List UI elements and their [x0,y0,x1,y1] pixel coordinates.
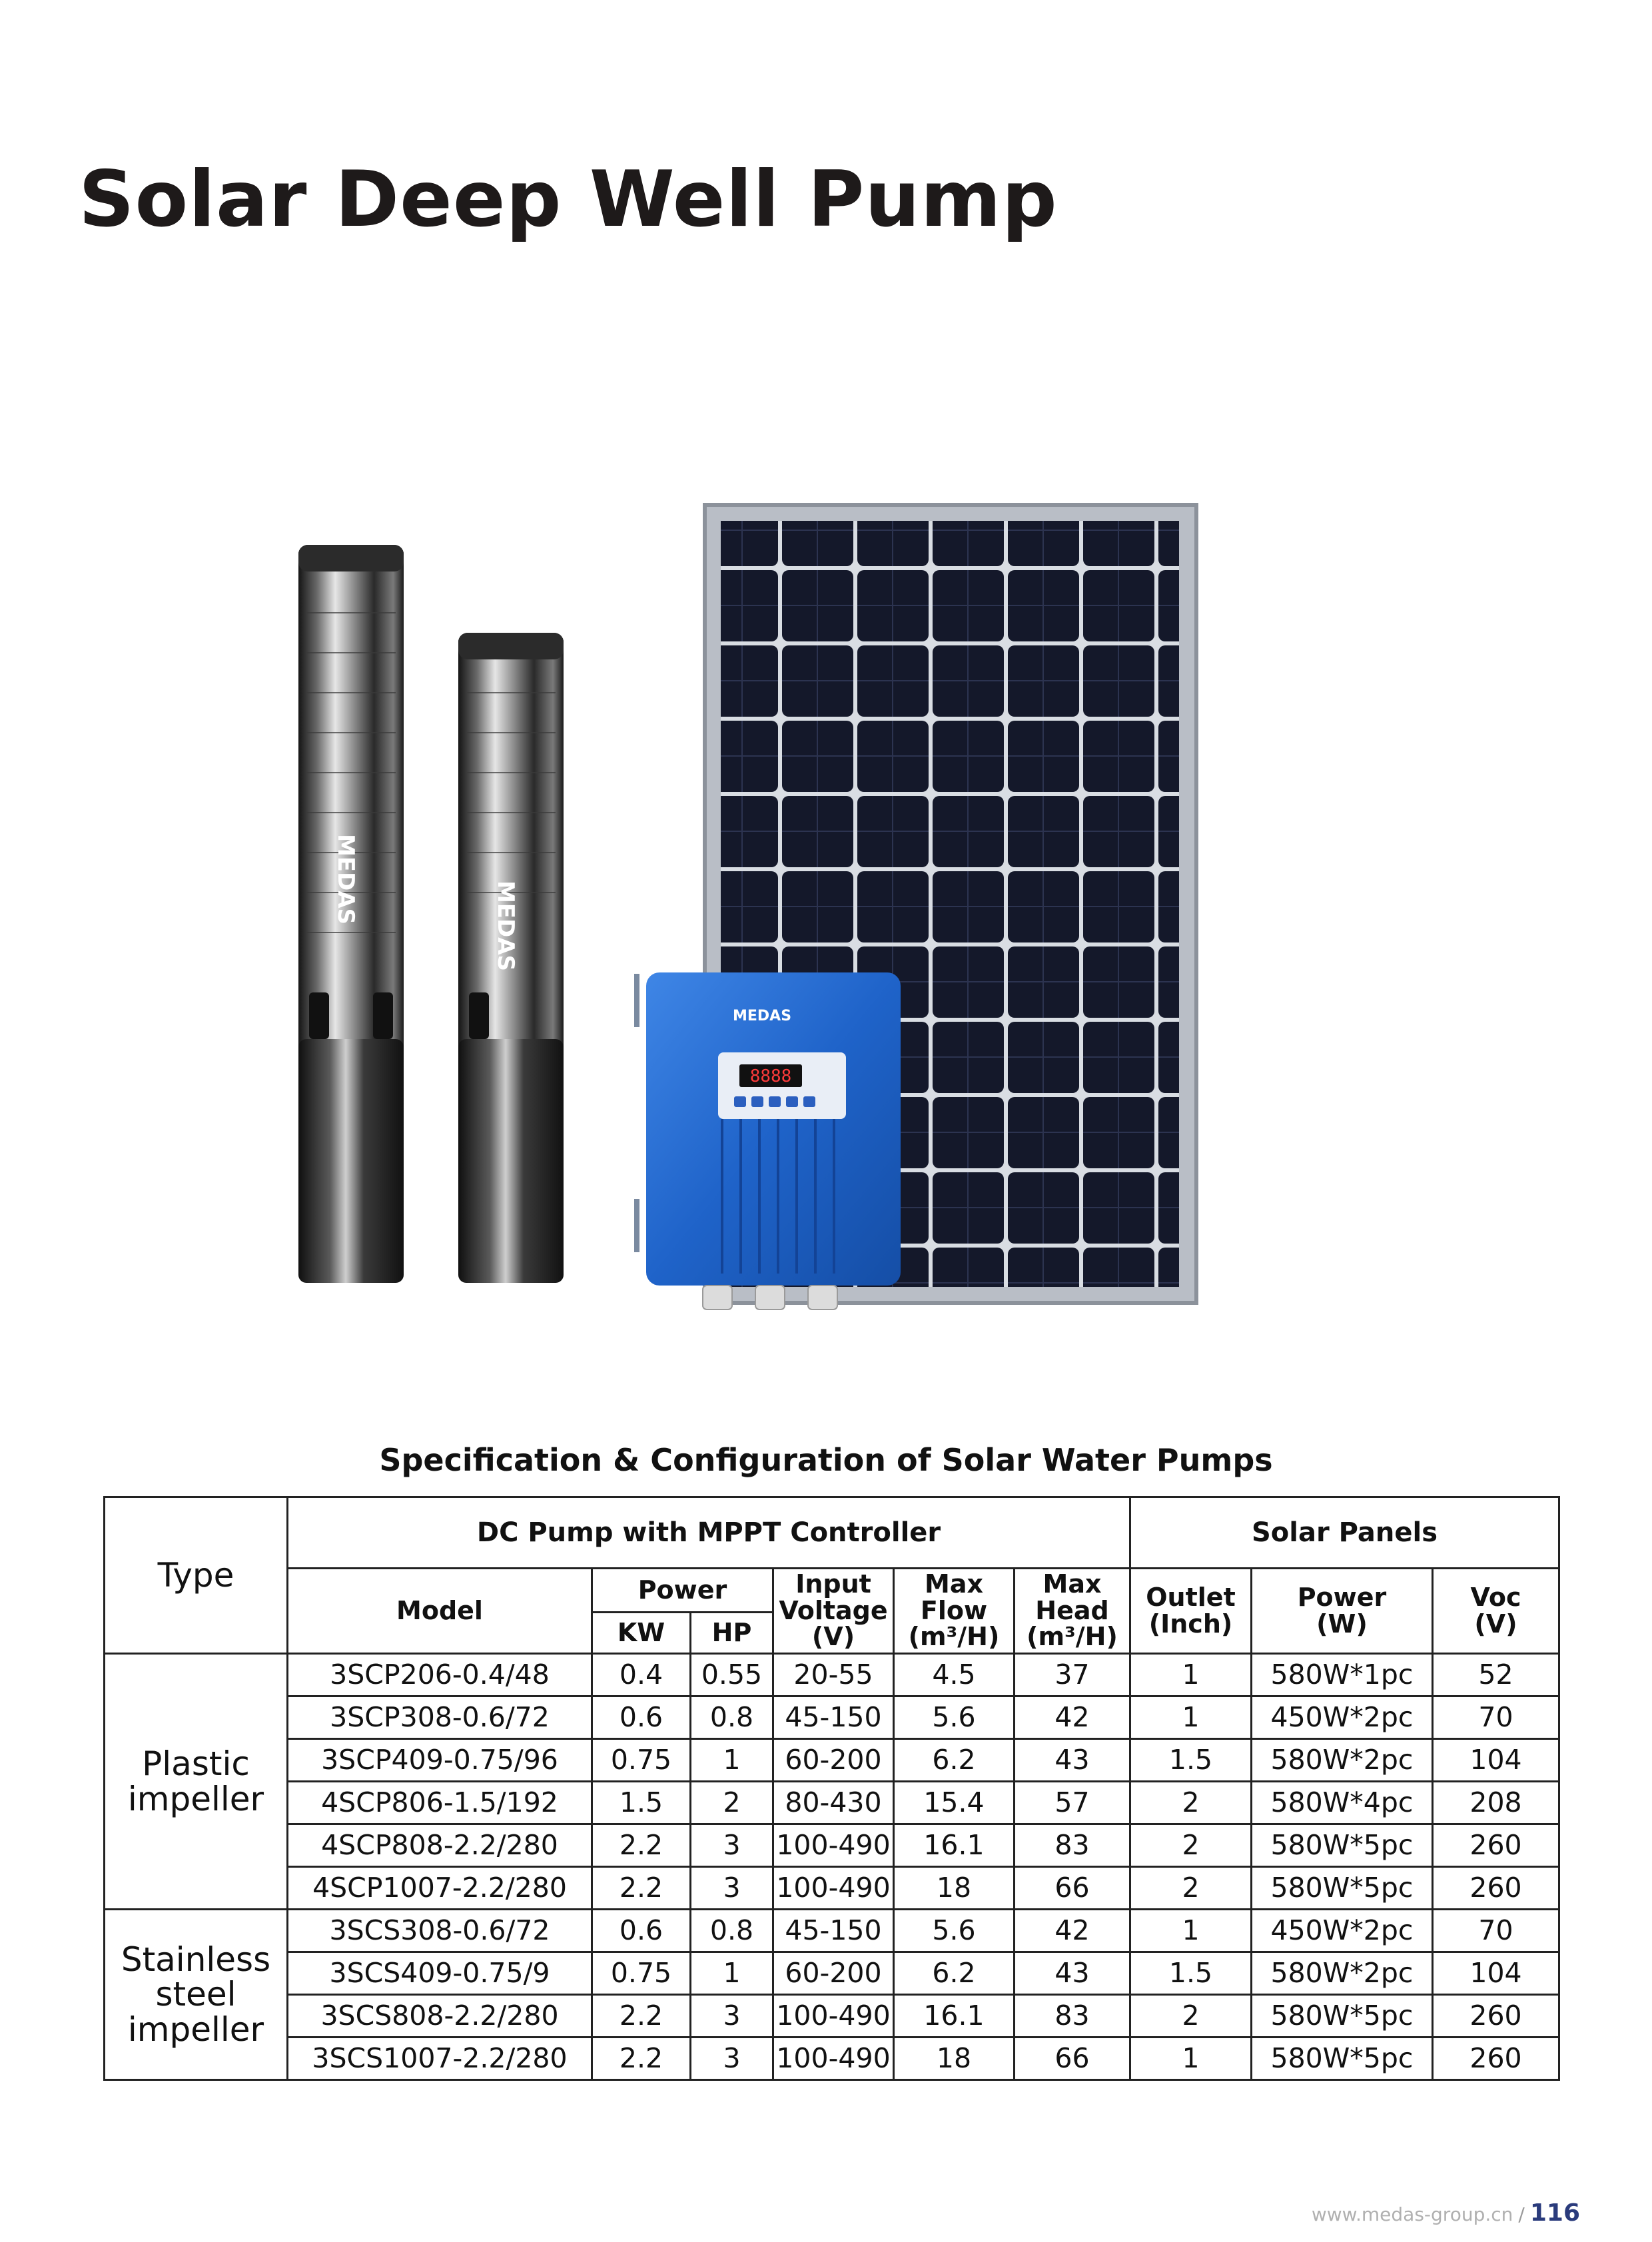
model-header: Model [288,1569,592,1654]
head-cell: 83 [1015,1824,1130,1867]
flow-cell: 4.5 [894,1654,1015,1696]
impeller-type-cell: Stainless steel impeller [105,1910,288,2080]
head-cell: 83 [1015,1995,1130,2038]
panel-cell: 450W*2pc [1252,1696,1433,1739]
input-voltage-header: Input Voltage (V) [773,1569,894,1654]
kw-cell: 1.5 [592,1782,691,1824]
page-footer [1312,2199,1580,2227]
power-header: Power [592,1569,773,1613]
outlet-cell: 2 [1130,1782,1252,1824]
table-row [105,1782,1559,1824]
hp-cell: 3 [691,1824,773,1867]
table-row [105,1910,1559,1952]
outlet-cell: 1 [1130,1910,1252,1952]
kw-cell: 2.2 [592,1867,691,1910]
voltage-cell: 100-490 [773,1824,894,1867]
table-row [105,1654,1559,1696]
pump-brand-label: MEDAS [332,833,359,925]
voc-cell: 260 [1433,1867,1559,1910]
model-cell: 4SCP806-1.5/192 [288,1782,592,1824]
hp-cell: 1 [691,1952,773,1995]
kw-cell: 0.6 [592,1910,691,1952]
hp-header: HP [691,1613,773,1654]
impeller-type-cell: Plastic impeller [105,1654,288,1910]
model-cell: 3SCS308-0.6/72 [288,1910,592,1952]
voltage-cell: 45-150 [773,1910,894,1952]
head-cell: 42 [1015,1910,1130,1952]
panel-cell: 580W*1pc [1252,1654,1433,1696]
voltage-cell: 60-200 [773,1739,894,1782]
head-cell: 43 [1015,1739,1130,1782]
model-cell: 3SCS1007-2.2/280 [288,2038,592,2080]
pump-brand-label: MEDAS [492,880,519,972]
outlet-cell: 1 [1130,1696,1252,1739]
panel-cell: 580W*4pc [1252,1782,1433,1824]
max-flow-header: Max Flow (m³/H) [894,1569,1015,1654]
outlet-cell: 1 [1130,2038,1252,2080]
dc-pump-group-header: DC Pump with MPPT Controller [288,1497,1130,1569]
voltage-cell: 100-490 [773,1995,894,2038]
panel-cell: 580W*5pc [1252,1824,1433,1867]
voltage-cell: 100-490 [773,1867,894,1910]
panel-cell: 580W*5pc [1252,1995,1433,2038]
hp-cell: 0.55 [691,1654,773,1696]
voltage-cell: 60-200 [773,1952,894,1995]
kw-cell: 0.75 [592,1952,691,1995]
kw-header: KW [592,1613,691,1654]
outlet-cell: 1.5 [1130,1739,1252,1782]
voltage-cell: 20-55 [773,1654,894,1696]
flow-cell: 15.4 [894,1782,1015,1824]
footer-separator: / [1518,2203,1525,2225]
hp-cell: 2 [691,1782,773,1824]
page-number: 116 [1529,2199,1580,2227]
voc-cell: 260 [1433,1995,1559,2038]
head-cell: 42 [1015,1696,1130,1739]
outlet-cell: 1 [1130,1654,1252,1696]
head-cell: 43 [1015,1952,1130,1995]
panel-cell: 450W*2pc [1252,1910,1433,1952]
voc-header: Voc (V) [1433,1569,1559,1654]
voc-cell: 104 [1433,1739,1559,1782]
voltage-cell: 80-430 [773,1782,894,1824]
head-cell: 57 [1015,1782,1130,1824]
voltage-cell: 45-150 [773,1696,894,1739]
kw-cell: 0.4 [592,1654,691,1696]
max-head-header: Max Head (m³/H) [1015,1569,1130,1654]
product-illustration [253,493,1226,1332]
model-cell: 3SCS409-0.75/9 [288,1952,592,1995]
voc-cell: 208 [1433,1782,1559,1824]
flow-cell: 16.1 [894,1824,1015,1867]
flow-cell: 18 [894,2038,1015,2080]
outlet-cell: 2 [1130,1824,1252,1867]
model-cell: 3SCS808-2.2/280 [288,1995,592,2038]
table-caption: Specification & Configuration of Solar Water Pumps [379,1442,1273,1478]
table-row [105,1867,1559,1910]
controller-display: 8888 [749,1066,792,1086]
model-cell: 3SCP409-0.75/96 [288,1739,592,1782]
table-row [105,1995,1559,2038]
flow-cell: 5.6 [894,1696,1015,1739]
hp-cell: 3 [691,1995,773,2038]
head-cell: 66 [1015,2038,1130,2080]
voc-cell: 104 [1433,1952,1559,1995]
solar-panels-group-header: Solar Panels [1130,1497,1559,1569]
panel-cell: 580W*5pc [1252,1867,1433,1910]
voltage-cell: 100-490 [773,2038,894,2080]
hp-cell: 0.8 [691,1910,773,1952]
hp-cell: 0.8 [691,1696,773,1739]
panel-cell: 580W*2pc [1252,1952,1433,1995]
panel-cell: 580W*5pc [1252,2038,1433,2080]
flow-cell: 6.2 [894,1952,1015,1995]
deep-well-pump-large [298,545,404,1283]
table-row [105,1824,1559,1867]
specification-table-body [105,1654,1559,2080]
model-cell: 3SCP206-0.4/48 [288,1654,592,1696]
table-row [105,2038,1559,2080]
panel-cell: 580W*2pc [1252,1739,1433,1782]
flow-cell: 6.2 [894,1739,1015,1782]
footer-website: www.medas-group.cn [1311,2203,1513,2225]
table-row [105,1696,1559,1739]
model-cell: 3SCP308-0.6/72 [288,1696,592,1739]
deep-well-pump-small [458,633,564,1283]
mppt-controller-image [634,972,901,1309]
voc-cell: 52 [1433,1654,1559,1696]
table-row [105,1952,1559,1995]
hp-cell: 3 [691,2038,773,2080]
voc-cell: 70 [1433,1910,1559,1952]
flow-cell: 18 [894,1867,1015,1910]
head-cell: 37 [1015,1654,1130,1696]
flow-cell: 5.6 [894,1910,1015,1952]
voc-cell: 70 [1433,1696,1559,1739]
kw-cell: 2.2 [592,1824,691,1867]
outlet-header: Outlet (Inch) [1130,1569,1252,1654]
controller-brand-label: MEDAS [733,1008,792,1024]
hp-cell: 3 [691,1867,773,1910]
kw-cell: 2.2 [592,2038,691,2080]
model-cell: 4SCP808-2.2/280 [288,1824,592,1867]
kw-cell: 0.6 [592,1696,691,1739]
voc-cell: 260 [1433,1824,1559,1867]
flow-cell: 16.1 [894,1995,1015,2038]
panel-power-header: Power (W) [1252,1569,1433,1654]
outlet-cell: 2 [1130,1995,1252,2038]
type-header: Type [105,1497,288,1654]
kw-cell: 2.2 [592,1995,691,2038]
voc-cell: 260 [1433,2038,1559,2080]
head-cell: 66 [1015,1867,1130,1910]
specification-table [103,1496,1560,2081]
hp-cell: 1 [691,1739,773,1782]
page-title: Solar Deep Well Pump [79,155,1058,244]
model-cell: 4SCP1007-2.2/280 [288,1867,592,1910]
outlet-cell: 1.5 [1130,1952,1252,1995]
table-row [105,1739,1559,1782]
outlet-cell: 2 [1130,1867,1252,1910]
kw-cell: 0.75 [592,1739,691,1782]
